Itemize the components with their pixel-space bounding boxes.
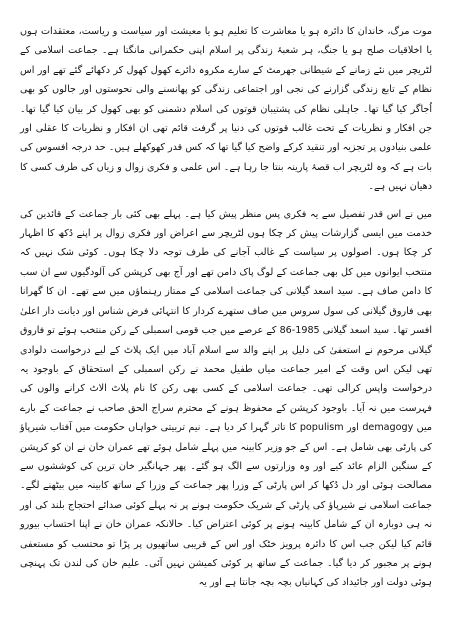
article-body — [20, 22, 432, 593]
paragraph-1: موت مرگ، خاندان کا دائرہ ہو یا معاشرت کا تعلیم ہو یا معیشت اور سیاست و ریاست، معتقدات ہوں یا اخلاقیات صلح ہو یا جنگ، ہر شعبۂ زندگی پر اسلام اپنی حکمرانی مانگتا ہے۔ جماعت اسلامی کے لٹریچر میں نئے زمانے کے شیطانی جھرمٹ کے سارے مکروہ دائرے کھول کھول کر دکھائے گئے تھے اور اس نظام کے تابع زندگی گزارنے کی نجی اور اجتماعی زندگی کو پھانسنے والی نحوستوں اور جالوں کو بھی اُجاگر کیا گیا تھا۔ جاہلی نظام کی پشتیبان قوتوں کی اسلام دشمنی کو بھی کھول کر بیان کیا گیا تھا۔ جن افکار و نظریات کے تحت غالب قوتوں کی دنیا پر گرفت قائم تھی ان افکار و نظریات کا عقلی اور علمی بنیادوں پر تجزیہ اور تنقید کرکے واضح کیا گیا تھا کہ کس قدر کھوکھلے ہیں۔ حد درجہ افسوس کی بات ہے کہ وہ لٹریچر اب قصۂ پارینہ بنتا جا رہا ہے۔ اس علمی و فکری زوال و زیاں کی طرف کسی کا دھیان نہیں ہے۔ — [20, 26, 432, 193]
paragraph-2: میں نے اس قدر تفصیل سے یہ فکری پس منظر پیش کیا ہے۔ پہلے بھی کئی بار جماعت کے قائدین کی خدمت میں ایسی گزارشات پیش کر چکا ہوں لٹریچر سے اعراض اور فکری زوال پر اپنے دُکھ کا اظہار کر چکا ہوں۔ اصولوں پر سیاست کے غالب آجانے کی طرف توجہ دلا چکا ہوں۔ کوئی شک نہیں کہ منتخب ایوانوں میں کل بھی جماعت کے لوگ پاک دامن تھے اور آج بھی کرپشن کی آلودگیوں سے ان سب کا دامن صاف ہے۔ سید اسعد گیلانی کی جماعت اسلامی کے ممتاز رہنماؤں میں سے تھے۔ ان کا گھرانا بھی فاروق گیلانی کی سول سروس میں صاف ستھرے کردار کا انتہائی فرض شناس اور دیانت دار اعلیٰ افسر تھا۔ سید اسعد گیلانی 1985-86 کے عرصے میں جب قومی اسمبلی کے رکن منتخب ہوئے تو فاروق گیلانی مرحوم نے استعفیٰ کی دلیل پر اپنے والد سے اسلام آباد میں ایک پلاٹ کے لیے درخواست دلوادی تھی لیکن اس وقت کے امیر جماعت میاں طفیل محمد نے رکن اسمبلی کے استحقاق کے باوجود یہ درخواست واپس کرالی تھی۔ جماعت اسلامی کے کسی بھی رکن کا نام پلاٹ الاٹ کرانے والوں کی فہرست میں نہ آیا۔ باوجود کرپشن کے محفوظ ہونے کے محترم سراج الحق صاحب نے جماعت کے بارے میں demagogy اور populism کا تاثر گہرا کر دیا ہے۔ نیم تربیتی خواہاں حکومت میں آفتاب شیرپاؤ کی پارٹی بھی شامل ہے۔ اس کے جو وزیر کابینہ میں پہلے شامل ہوئے تھے عمران خان نے ان کو کرپشن کے سنگین الزام عائد کیے اور وہ وزارتوں سے الگ ہو گئے۔ پھر جہانگیر خان ترین کی کوششوں سے مصالحت ہوئی اور دل دُکھا کر اس پارٹی کے وزرا پھر جماعت کے وزرا کے ساتھ کابینہ میں بیٹھنے لگے۔ جماعت اسلامی نے شیرپاؤ کی پارٹی کے شریک حکومت ہونے پر نہ پہلے کوئی صدائے احتجاج بلند کی اور نہ ہی دوبارہ ان کے شامل کابینہ ہونے پر کوئی اعتراض کیا۔ حالانکہ عمران خان نے اپنا احتساب بیورو قائم کیا لیکن جب اس کا دائرہ پرویز خٹک اور اس کے قریبی ساتھیوں پر پڑا تو محتسب کو مستعفی ہونے پر مجبور کر دیا گیا۔ جماعت کے ساتھ پر کوئی کمیشن نہیں آئی۔ علیم خان کی لندن تک پہنچی ہوئی دولت اور جائیداد کی کہانیاں بچہ بچہ جانتا ہے اور یہ — [20, 208, 433, 589]
